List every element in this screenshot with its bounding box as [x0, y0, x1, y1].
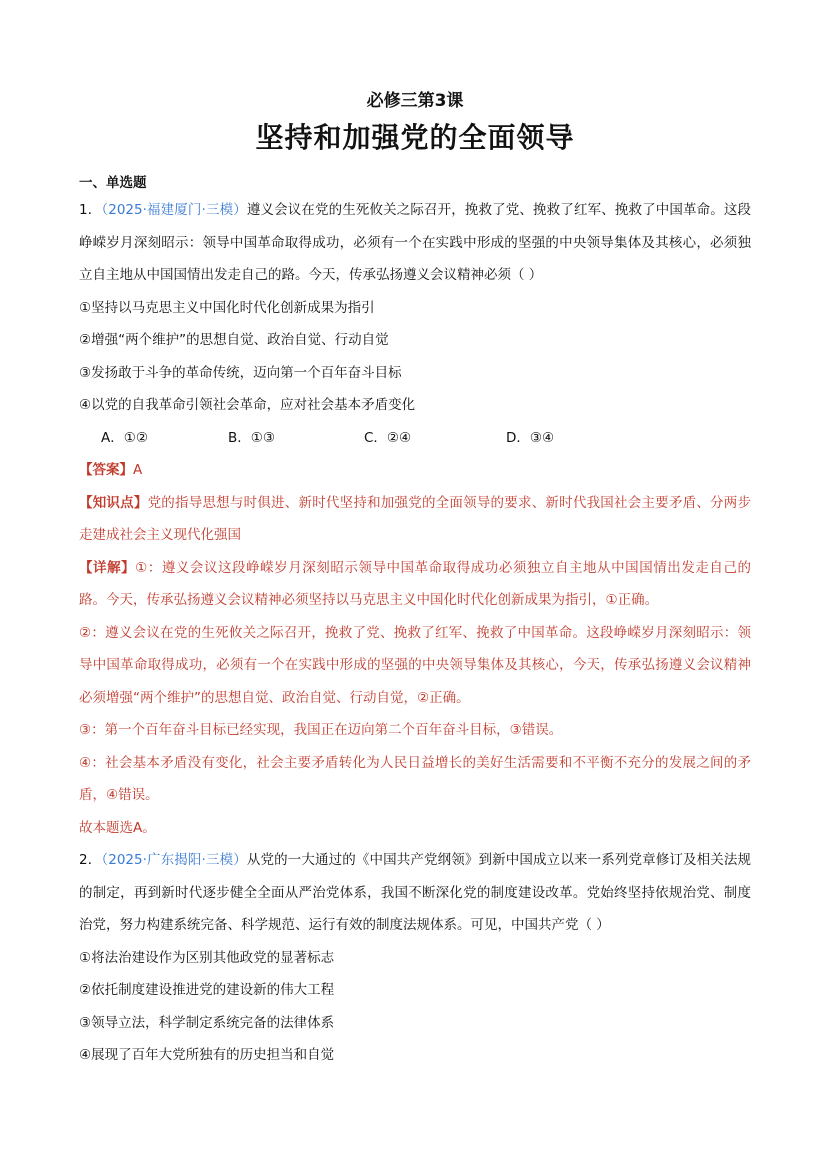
knowledge-point: [79, 487, 751, 552]
question-1-option-1: ①坚持以马克思主义中国化时代化创新成果为指引: [79, 299, 375, 316]
knowledge-label: 【知识点】: [79, 494, 148, 511]
question-2-number: 2．: [79, 852, 102, 868]
answer-line: [79, 454, 751, 487]
choice-a: A．①②: [101, 429, 148, 446]
question-1-choices: [79, 422, 751, 455]
conclusion: 故本题选A。: [79, 819, 156, 836]
choice-c: C．②④: [364, 429, 412, 446]
page-title: 坚持和加强党的全面领导: [255, 121, 575, 154]
answer-label: 【答案】: [79, 462, 133, 478]
question-1-option-4: ④以党的自我革命引领社会革命，应对社会基本矛盾变化: [79, 397, 416, 413]
knowledge-text: 党的指导思想与时俱进、新时代坚持和加强党的全面领导的要求、新时代我国社会主要矛盾、分两步走建成社会主义现代化强国: [79, 494, 751, 543]
question-2-text: 从党的一大通过的《中国共产党纲领》到新中国成立以来一系列党章修订及相关法规的制定，再到新时代逐步健全全面从严治党体系，我国不断深化党的制度建设改革。党始终坚持依规治党、制度治党，努力构建系统完备、科学规范、运行有效的制度法规体系。可见，中国共产党（ ）: [79, 852, 751, 933]
question-1-text: 遵义会议在党的生死攸关之际召开，挽救了党、挽救了红军、挽救了中国革命。这段峥嵘岁月深刻昭示：领导中国革命取得成功，必须有一个在实践中形成的坚强的中央领导集体及其核心，必须独立自主地从中国国情出发走自己的路。今天，传承弘扬遵义会议精神必须（ ）: [79, 202, 751, 283]
question-2: [79, 844, 751, 1072]
detail-2: ②：遵义会议在党的生死攸关之际召开，挽救了党、挽救了红军、挽救了中国革命。这段峥嵘岁月深刻昭示：领导中国革命取得成功，必须有一个在实践中形成的坚强的中央领导集体及其核心，今天，传承弘扬遵义会议精神必须增强“两个维护”的思想自觉、政治自觉、行动自觉，②正确。: [79, 624, 751, 706]
detail-1-text: ①：遵义会议这段峥嵘岁月深刻昭示领导中国革命取得成功必须独立自主地从中国国情出发走自己的路。今天，传承弘扬遵义会议精神必须坚持以马克思主义中国化时代化创新成果为指引，①正确。: [79, 559, 752, 608]
question-1: [79, 194, 751, 844]
question-2-option-2: ②依托制度建设推进党的建设新的伟大工程: [79, 982, 335, 998]
question-2-option-1: ①将法治建设作为区别其他政党的显著标志: [79, 949, 335, 966]
detail-4: ④：社会基本矛盾没有变化，社会主要矛盾转化为人民日益增长的美好生活需要和不平衡不充分的发展之间的矛盾，④错误。: [79, 754, 751, 803]
question-1-option-3: ③发扬敢于斗争的革命传统，迈向第一个百年奋斗目标: [79, 364, 402, 381]
question-1-stem: [79, 194, 751, 292]
section-heading: 一、单选题: [79, 175, 147, 191]
question-2-stem: [79, 844, 751, 942]
question-2-option-3: ③领导立法，科学制定系统完备的法律体系: [79, 1014, 335, 1031]
detail-1: [79, 552, 751, 617]
question-1-source: （2025·福建厦门·三模）: [101, 202, 247, 218]
detail-label: 【详解】: [79, 559, 136, 576]
answer-value: A: [133, 462, 143, 478]
question-2-source: （2025·广东揭阳·三模）: [101, 852, 247, 868]
question-1-number: 1．: [79, 202, 102, 218]
choice-d: D．③④: [506, 429, 555, 446]
detail-3: ③：第一个百年奋斗目标已经实现，我国正在迈向第二个百年奋斗目标，③错误。: [79, 722, 563, 738]
lesson-subtitle: 必修三第3课: [366, 91, 464, 111]
question-1-option-2: ②增强“两个维护”的思想自觉、政治自觉、行动自觉: [79, 332, 389, 348]
choice-b: B．①③: [228, 429, 275, 446]
question-2-option-4: ④展现了百年大党所独有的历史担当和自觉: [79, 1047, 335, 1063]
